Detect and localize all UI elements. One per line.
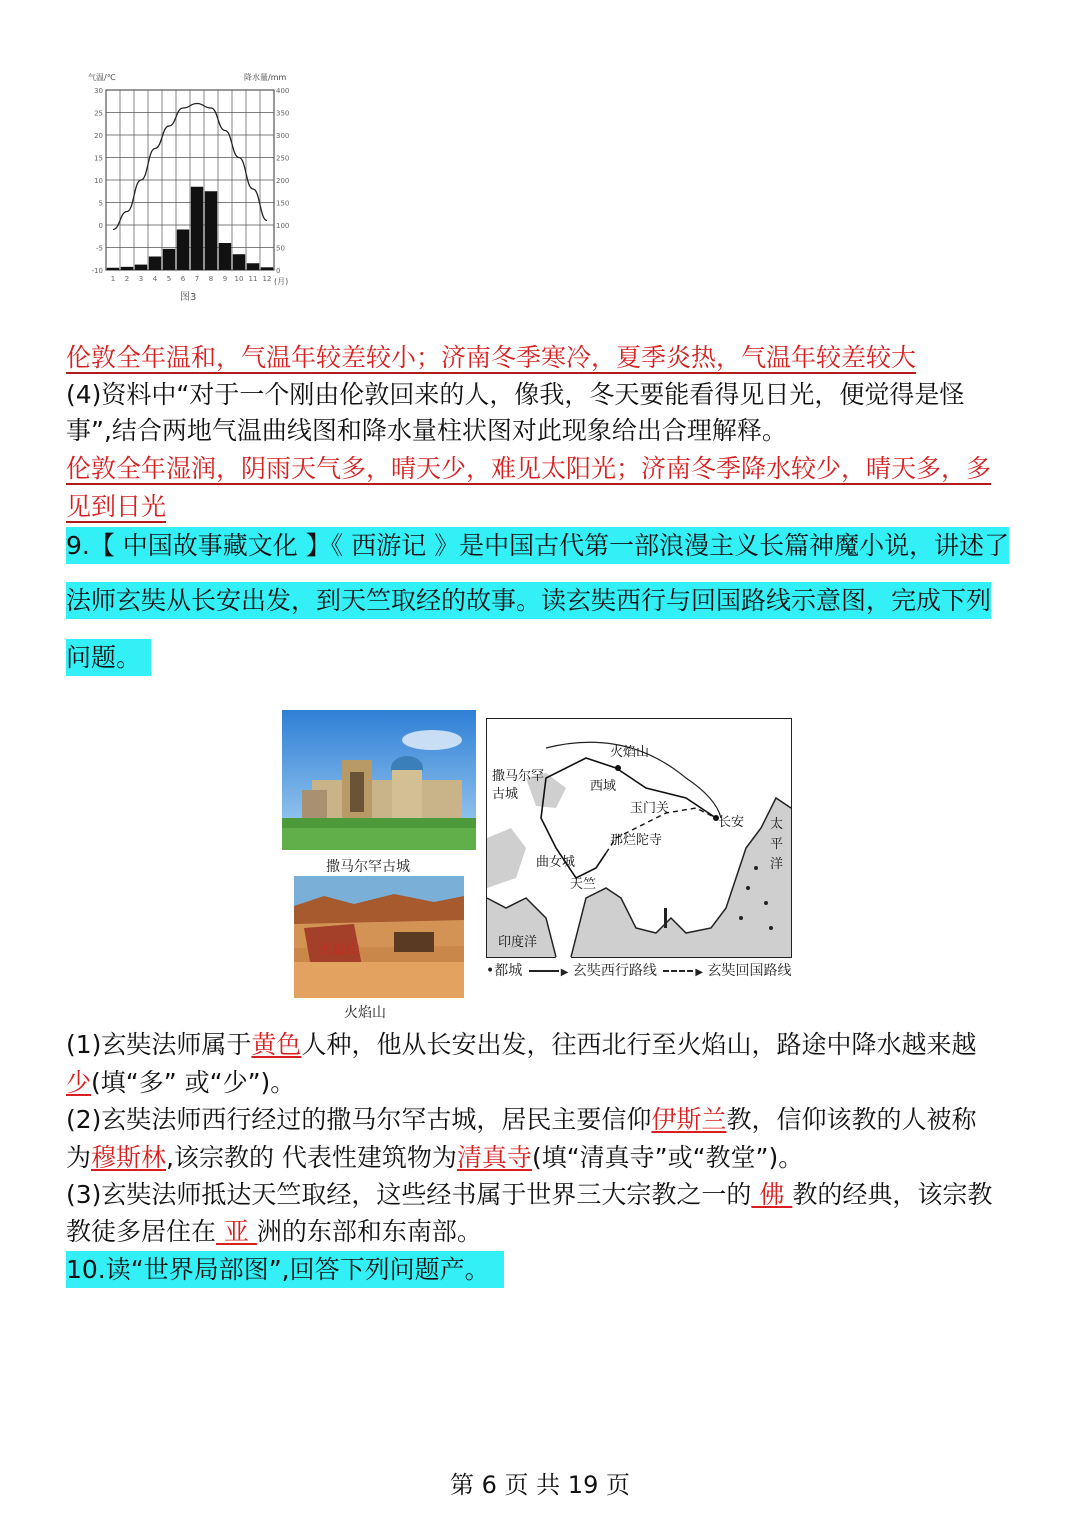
xuanzang-route-figure [282,710,806,1022]
chart-xtick: 7 [194,275,200,283]
answer-4-line1-text: 伦敦全年湿润，阴雨天气多，晴天少，难见太阳光；济南冬季降水较少，晴天多，多 [66,454,992,483]
chart-ytick-left: 30 [94,87,103,95]
q9-part3-line1 [66,1177,992,1213]
chart-ytick-right: 300 [276,132,290,140]
question-9-line3-text: 问题。 [66,639,151,676]
chart-xtick: 3 [138,275,144,283]
chart-ylabel-left: 气温/℃ [88,73,116,82]
map-label-taipingyang-3: 洋 [770,857,784,872]
question-9-line1-text: 9.【 中国故事藏文化 】《 西游记 》是中国古代第一部浪漫主义长篇神魔小说，讲述了 [66,527,1009,564]
chart-ytick-left: 0 [98,222,103,230]
chart-xlabel: (月) [274,277,289,286]
map-label-tianzhu: 天竺 [570,877,597,892]
legend-arrow-dashed [663,970,693,972]
question-9-line2-text: 法师玄奘从长安出发，到天竺取经的故事。读玄奘西行与回国路线示意图，完成下列 [66,582,991,619]
chart-bar [177,230,189,271]
chart-ytick-left: 25 [94,109,103,118]
chart-title: 图3 [180,292,197,303]
q9-p3-text-d: 洲的东部和东南部。 [256,1217,482,1246]
chart-ytick-left: 15 [94,154,103,163]
chart-bar [135,265,147,270]
chart-bar [191,187,203,270]
climate-chart [84,70,298,308]
question-10 [66,1252,504,1288]
map-label-xiyu: 西域 [590,779,617,794]
chart-ytick-right: 250 [276,154,290,163]
samarkand-photo [282,710,476,850]
chart-bar [247,263,259,270]
chart-xtick: 5 [166,275,172,283]
q9-part3-line2 [66,1214,482,1250]
q9-p2-answer-mosque: 清真寺 [456,1143,532,1172]
map-label-samarkand1: 撒马尔罕 [492,769,545,784]
chart-xtick: 1 [110,275,116,283]
question-9-line1 [66,528,1009,564]
question-10-text: 10.读“世界局部图”,回答下列问题产。 [66,1251,504,1288]
chart-bar [149,257,161,271]
q9-p2-text-d: ,该宗教的 代表性建筑物为 [166,1143,457,1172]
chart-ytick-left: 5 [98,199,103,208]
q9-p3-answer-buddhism: 佛 [751,1180,793,1209]
question-9-line2 [66,583,991,619]
q9-part2-line2 [66,1140,803,1176]
q9-p2-text-a: (2)玄奘法师西行经过的撒马尔罕古城，居民主要信仰 [66,1105,652,1134]
q9-p2-answer-muslim: 穆斯林 [91,1143,167,1172]
chart-ylabel-right: 降水量/mm [244,73,287,82]
chart-xtick: 9 [222,275,228,283]
chart-xtick: 10 [234,275,244,283]
q9-p1-text-c: (填“多” 或“少”)。 [91,1068,296,1097]
map-label-taipingyang-1: 太 [770,817,784,832]
answer-4-line2-text: 见到日光 [66,492,167,521]
map-label-nalantuo: 那烂陀寺 [610,833,663,848]
answer-3-text: 伦敦全年温和，气温年较差较小；济南冬季寒冷，夏季炎热，气温年较差较大 [66,343,917,372]
q9-p3-text-c: 教徒多居住在 [66,1217,217,1246]
legend-arrow-solid [529,970,559,972]
q9-p1-text-a: (1)玄奘法师属于 [66,1030,252,1059]
answer-4-line1 [66,451,991,487]
chart-ytick-left: -5 [96,244,103,253]
flaming-mountain-inscription: 火焰山 [318,942,360,958]
question-4-line2: 事”,结合两地气温曲线图和降水量柱状图对此现象给出合理解释。 [66,416,787,445]
chart-bar [219,243,231,270]
q9-p1-answer-less: 少 [66,1068,92,1097]
map-label-huoyanshan: 火焰山 [610,745,650,760]
q9-p3-text-a: (3)玄奘法师抵达天竺取经，这些经书属于世界三大宗教之一的 [66,1180,752,1209]
chart-bar [261,267,273,270]
q9-p1-text-b: 人种，他从长安出发，往西北行至火焰山，路途中降水越来越 [301,1030,977,1059]
question-4-line1: (4)资料中“对于一个刚由伦敦回来的人，像我，冬天要能看得见日光，便觉得是怪 [66,380,965,409]
chart-bar [107,268,119,270]
question-9-line3 [66,640,151,676]
answer-3 [66,340,916,376]
legend-return: 玄奘回国路线 [707,963,792,979]
chart-ytick-left: 20 [94,132,103,140]
chart-xtick: 4 [152,275,158,283]
map-label-yinduyang: 印度洋 [498,935,538,950]
q9-p1-answer-race: 黄色 [251,1030,302,1059]
route-map [486,718,792,958]
page-footer: 第 6 页 共 19 页 [450,1471,630,1499]
chart-ytick-right: 350 [276,109,290,118]
q9-p2-answer-islam: 伊斯兰 [651,1105,727,1134]
chart-ytick-right: 400 [276,87,290,95]
chart-bar [205,191,217,270]
q9-p3-text-b: 教的经典，该宗教 [792,1180,993,1209]
map-label-changan: 长安 [718,815,745,830]
legend-capital: •都城 [486,963,523,979]
map-label-yumenguan: 玉门关 [630,801,670,816]
q9-p2-text-c: 为 [66,1143,92,1172]
chart-ytick-right: 150 [276,199,290,208]
samarkand-caption: 撒马尔罕古城 [326,859,410,875]
q9-part2-line1 [66,1102,976,1138]
chart-ytick-left: 10 [94,177,103,185]
flaming-mountain-caption: 火焰山 [344,1005,386,1021]
chart-ytick-right: 50 [276,244,285,253]
chart-ytick-left: -10 [91,267,103,275]
map-label-taipingyang-2: 平 [770,837,784,852]
chart-ytick-right: 200 [276,177,290,185]
chart-xtick: 11 [248,275,258,283]
map-legend: •都城 ▶ 玄奘西行路线 ▶ 玄奘回国路线 [486,963,792,979]
map-label-qunvcheng: 曲女城 [536,855,576,870]
q9-p3-answer-asia: 亚 [216,1217,257,1246]
chart-xtick: 6 [180,275,186,283]
chart-grid [106,90,274,270]
chart-bar [163,249,175,270]
chart-xtick: 8 [208,275,214,283]
flaming-mountain-photo [294,876,464,998]
chart-ytick-right: 0 [276,267,281,275]
chart-xtick: 2 [124,275,130,283]
q9-part1-line2 [66,1065,295,1101]
q9-p2-text-e: (填“清真寺”或“教堂”)。 [531,1143,804,1172]
chart-bar [121,267,133,270]
q9-p2-text-b: 教，信仰该教的人被称 [726,1105,977,1134]
chart-ytick-right: 100 [276,222,290,230]
map-label-samarkand2: 古城 [492,787,519,802]
q9-part1-line1 [66,1027,976,1063]
legend-west: 玄奘西行路线 [572,963,657,979]
answer-4-line2 [66,489,166,525]
chart-xtick: 12 [262,275,272,283]
chart-bar [233,254,245,270]
